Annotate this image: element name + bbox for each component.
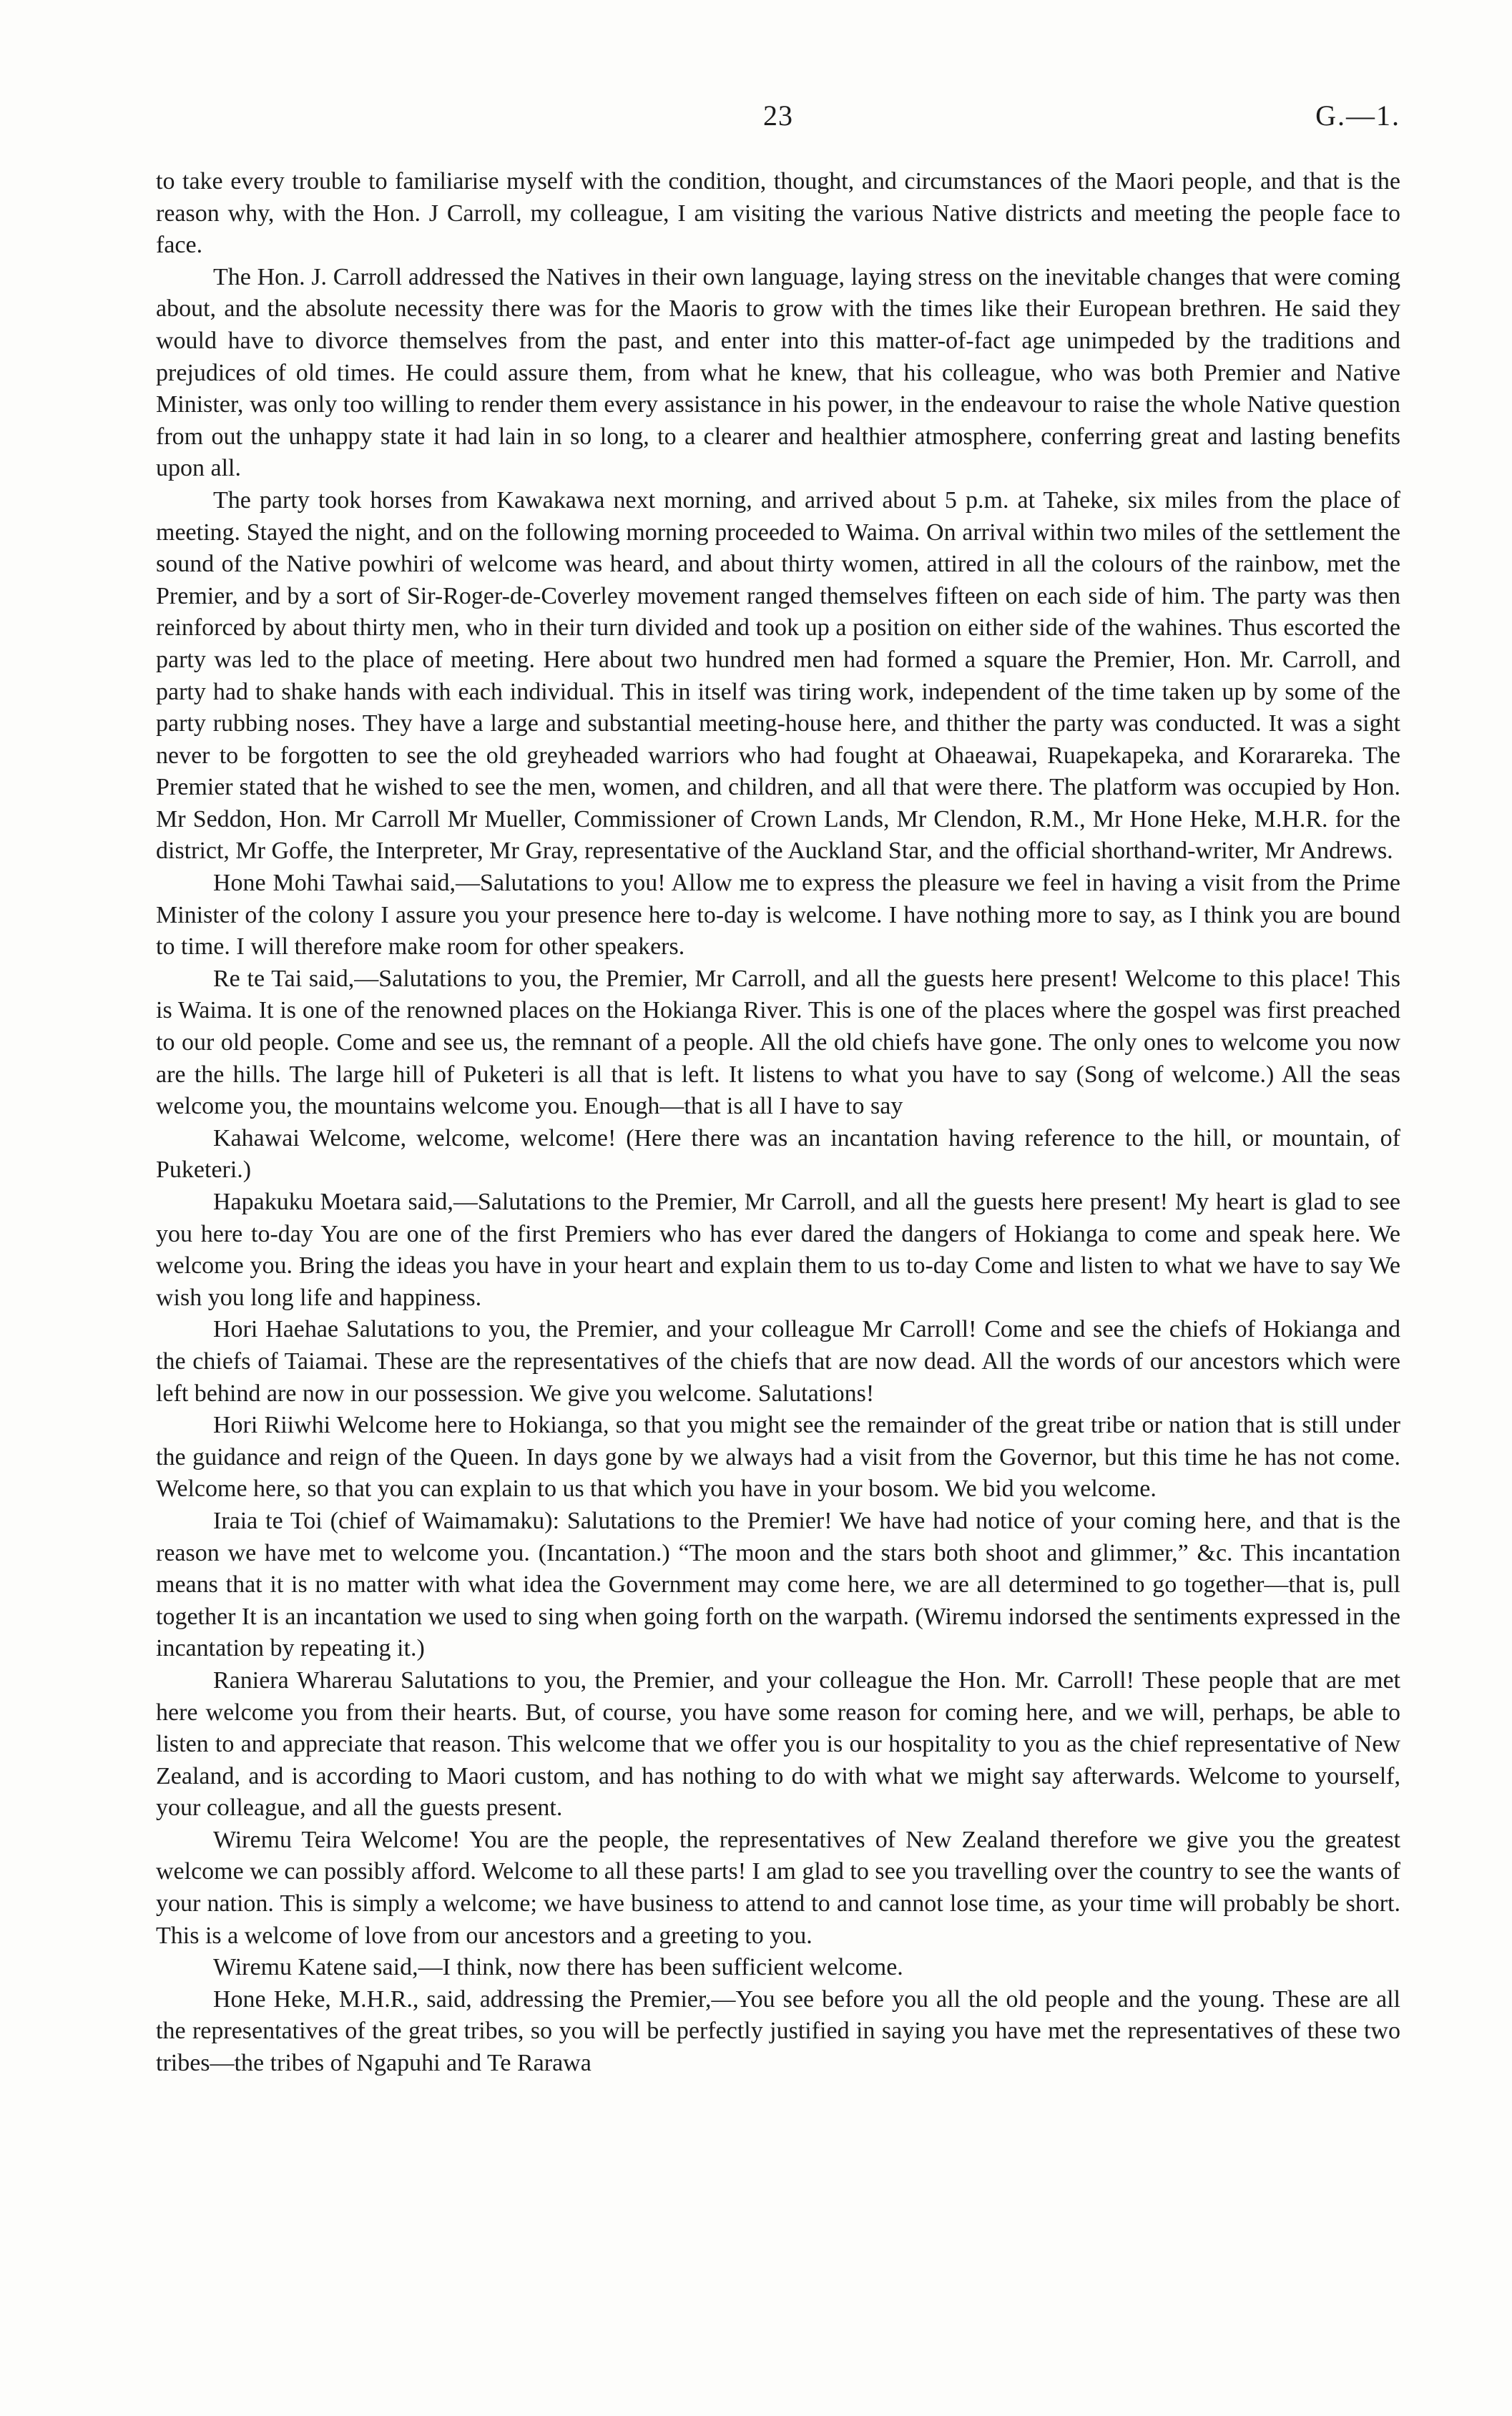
paragraph: Re te Tai said,—Salutations to you, the Premier, Mr Carroll, and all the guests here present! Welcome to this place! This is Waima. It is one of the renowned places on the Hokianga River. This is one of the places where the gospel was first preached to our old people. Come and see us, the remnant of a people. All the old chiefs have gone. The only ones to welcome you now are the hills. The large hill of Puketeri is all that is left. It listens to what you have to say (Song of welcome.) All the seas welcome you, the mountains welcome you. Enough—that is all I have to say [156,965,1400,1120]
page-header [156,99,1400,142]
paragraph: The Hon. J. Carroll addressed the Natives in their own language, laying stress on the inevitable changes that were coming about, and the absolute necessity there was for the Maoris to grow with the times like their European brethren. He said they would have to divorce themselves from the past, and enter into this matter-of-fact age unimpeded by the traditions and prejudices of old times. He could assure them, from what he knew, that his colleague, who was both Premier and Native Minister, was only too willing to render them every assistance in his power, in the endeavour to raise the whole Native question from out the unhappy state it had lain in so long, to a clearer and healthier atmosphere, conferring great and lasting benefits upon all. [156,263,1400,482]
paragraph: Hone Mohi Tawhai said,—Salutations to you! Allow me to express the pleasure we feel in having a visit from the Prime Minister of the colony I assure you your presence here to-day is welcome. I have nothing more to say, as I think you are bound to time. I will therefore make room for other speakers. [156,870,1400,961]
paragraph: Hone Heke, M.H.R., said, addressing the Premier,—You see before you all the old people and the young. These are all the representatives of the great tribes, so you will be perfectly justified in saying you have met the representatives of these two tribes—the tribes of Ngapuhi and Te Rarawa [156,1985,1400,2077]
paragraph: Raniera Wharerau Salutations to you, the Premier, and your colleague the Hon. Mr. Carroll! These people that are met here welcome you from their hearts. But, of course, you have some reason for coming here, and we will, perhaps, be able to listen to and appreciate that reason. This welcome that we offer you is our hospitality to you as the chief representative of New Zealand, and is according to Maori custom, and has nothing to do with what we might say afterwards. Welcome to yourself, your colleague, and all the guests present. [156,1666,1400,1822]
paragraph: to take every trouble to familiarise myself with the condition, thought, and circumstances of the Maori people, and that is the reason why, with the Hon. J Carroll, my colleague, I am visiting the various Native districts and meeting the people face to face. [156,168,1400,259]
paragraph: The party took horses from Kawakawa next morning, and arrived about 5 p.m. at Taheke, six miles from the place of meeting. Stayed the night, and on the following morning proceeded to Waima. On arrival within two miles of the settlement the sound of the Native powhiri of welcome was heard, and about thirty women, attired in all the colours of the rainbow, met the Premier, and by a sort of Sir-Roger-de-Coverley movement ranged themselves fifteen on each side of him. The party was then reinforced by about thirty men, who in their turn divided and took up a position on either side of the wahines. Thus escorted the party was led to the place of meeting. Here about two hundred men had formed a square the Premier, Hon. Mr. Carroll, and party had to shake hands with each individual. This in itself was tiring work, independent of the time taken up by some of the party rubbing noses. They have a large and substantial meeting-house here, and thither the party was conducted. It was a sight never to be forgotten to see the old greyheaded warriors who had fought at Ohaeawai, Ruapekapeka, and Korarareka. The Premier stated that he wished to see the men, women, and children, and all that were there. The platform was occupied by Hon. Mr Seddon, Hon. Mr Carroll Mr Mueller, Commissioner of Crown Lands, Mr Clendon, R.M., Mr Hone Heke, M.H.R. for the district, Mr Goffe, the Interpreter, Mr Gray, representative of the Auckland Star, and the official shorthand-writer, Mr Andrews. [156,486,1400,865]
paragraph: Hapakuku Moetara said,—Salutations to the Premier, Mr Carroll, and all the guests here present! My heart is glad to see you here to-day You are one of the first Premiers who has ever dared the dangers of Hokianga to come and speak here. We welcome you. Bring the ideas you have in your heart and explain them to us to-day Come and listen to what we have to say We wish you long life and happiness. [156,1189,1400,1311]
page-number: 23 [763,99,793,132]
paragraph: Wiremu Katene said,—I think, now there has been sufficient welcome. [213,1954,903,1981]
paragraph: Wiremu Teira Welcome! You are the people, the representatives of New Zealand therefore we give you the greatest welcome we can possibly afford. Welcome to all these parts! I am glad to see you travelling over the country to see the wants of your nation. This is simply a welcome; we have business to attend to and cannot lose time, as your time will probably be short. This is a welcome of love from our ancestors and a greeting to you. [156,1826,1400,1949]
paragraph: Kahawai Welcome, welcome, welcome! (Here there was an incantation having reference to the hill, or mountain, of Puketeri.) [156,1124,1400,1184]
paragraph: Iraia te Toi (chief of Waimamaku): Salutations to the Premier! We have had notice of your coming here, and that is the reason we have met to welcome you. (Incantation.) “The moon and the stars both shoot and glimmer,” &c. This incantation means that it is no matter with what idea the Government may come here, we are all determined to go together—that is, pull together It is an incantation we used to sing when going forth on the warpath. (Wiremu indorsed the sentiments expressed in the incantation by repeating it.) [156,1507,1400,1662]
body-text [156,166,1400,2080]
paragraph: Hori Haehae Salutations to you, the Premier, and your colleague Mr Carroll! Come and see the chiefs of Hokianga and the chiefs of Taiamai. These are the representatives of the chiefs that are now dead. All the words of our ancestors which were left behind are now in our possession. We give you welcome. Salutations! [156,1316,1400,1407]
document-reference: G.—1. [1315,99,1400,132]
paragraph: Hori Riiwhi Welcome here to Hokianga, so that you might see the remainder of the great tribe or nation that is still under the guidance and reign of the Queen. In days gone by we always had a visit from the Governor, but this time he has not come. Welcome here, so that you can explain to us that which you have in your bosom. We bid you welcome. [156,1412,1400,1503]
